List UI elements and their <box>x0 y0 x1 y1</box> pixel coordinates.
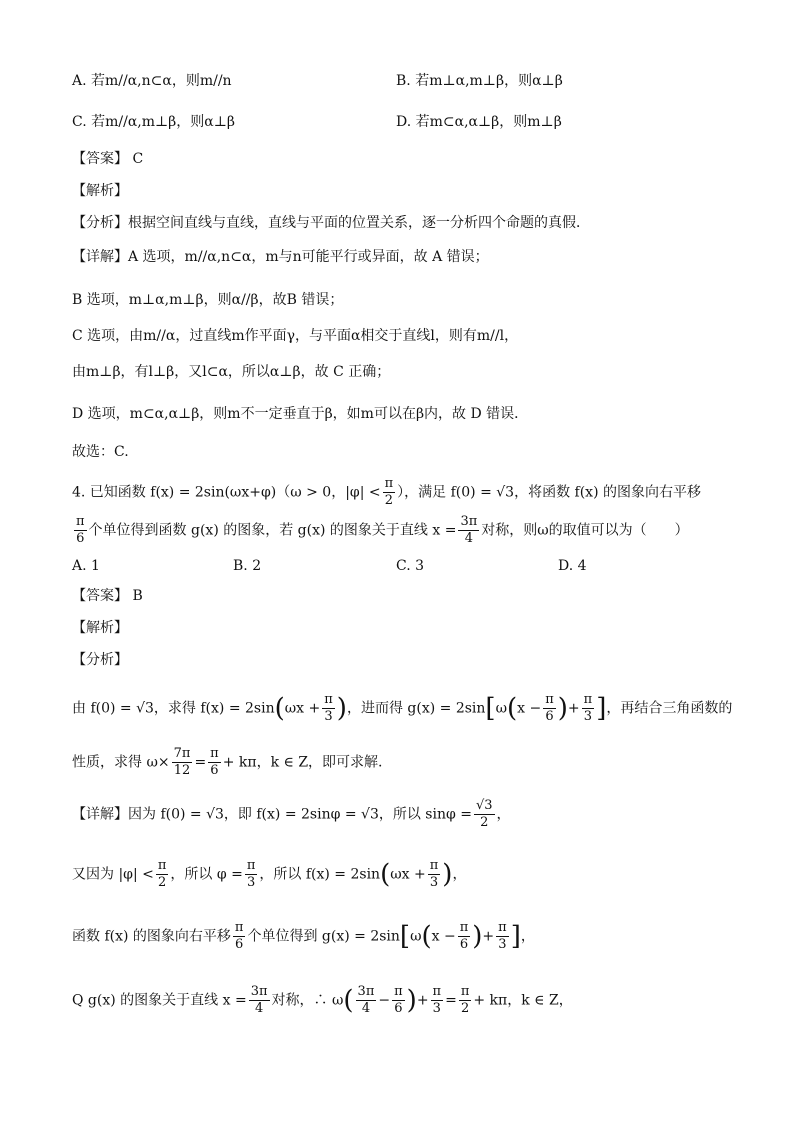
fraction-num: π <box>324 692 333 707</box>
choice-line: 故选：C. <box>72 444 129 460</box>
q4-detail-line4 <box>72 984 573 1017</box>
fraction-num: π <box>76 514 85 529</box>
text: ，所以 f(x) = 2sin <box>259 866 381 883</box>
text: 由 f(0) = √3，求得 f(x) = 2sin <box>72 700 275 717</box>
text: + <box>567 700 580 717</box>
q4-option-b: B. 2 <box>233 558 262 574</box>
fraction-num: 3π <box>460 514 478 529</box>
q4-option-d: D. 4 <box>558 558 587 574</box>
fraction-den: 3 <box>498 937 507 952</box>
fraction-num: π <box>583 692 593 707</box>
fraction-num: 3π <box>357 984 375 999</box>
detail-c1: C 选项，由m//α，过直线m作平面γ，与平面α相交于直线l，则有m//l， <box>72 328 519 344</box>
text: ， <box>520 928 535 945</box>
fraction-den: 2 <box>384 493 394 508</box>
text: + kπ，k ∈ Z， <box>473 992 573 1009</box>
fraction-den: 3 <box>432 1001 441 1016</box>
fraction <box>356 984 377 1017</box>
fraction-num: π <box>394 984 403 999</box>
fraction-den: 6 <box>76 531 85 546</box>
text: 【详解】因为 f(0) = √3，即 f(x) = 2sinφ = √3，所以 sinφ = <box>72 806 472 823</box>
text: ， <box>496 806 511 823</box>
left-paren: ( <box>421 921 432 952</box>
text: + kπ，k ∈ Z，即可求解. <box>222 754 383 771</box>
fraction <box>496 920 509 953</box>
text: = <box>194 754 207 771</box>
fraction-den: 4 <box>361 1001 371 1016</box>
option-d: D. 若m⊂α,α⊥β，则m⊥β <box>396 114 562 130</box>
fraction <box>428 858 441 891</box>
fraction-num: 7π <box>173 746 191 761</box>
fraction-den: 4 <box>464 531 473 546</box>
right-bracket: ] <box>510 921 521 952</box>
text: ωx + <box>390 866 426 883</box>
fraction-num: π <box>429 858 439 873</box>
text: 性质，求得 ω× <box>72 754 170 771</box>
fraction-num: π <box>498 920 507 935</box>
fraction <box>249 984 270 1017</box>
text: ，再结合三角函数的 <box>606 700 733 717</box>
fraction-num: π <box>234 920 244 935</box>
right-paren: ) <box>557 693 568 724</box>
fraction-den: 2 <box>460 1001 470 1016</box>
answer-value: C <box>132 151 144 167</box>
left-paren: ( <box>506 693 518 724</box>
answer-label: 【答案】 <box>72 588 128 604</box>
q4-detail-line1 <box>72 798 511 831</box>
fraction <box>208 746 221 779</box>
fraction-den: 6 <box>545 709 554 724</box>
q4-fenxi-line1 <box>72 692 732 725</box>
fraction-den: 3 <box>583 709 593 724</box>
text: 个单位得到 g(x) = 2sin <box>247 928 400 945</box>
fraction-den: 6 <box>394 1001 403 1016</box>
q4-stem-text: ），满足 f(0) = √3，将函数 f(x) 的图象向右平移 <box>397 484 701 501</box>
text: ω <box>410 928 422 945</box>
text: 又因为 |φ| < <box>72 866 154 883</box>
q4-stem-line2 <box>72 514 689 547</box>
q4-detail-line2 <box>72 858 466 891</box>
text: 对称，∴ ω <box>271 992 344 1009</box>
right-paren: ) <box>472 921 483 952</box>
option-c: C. 若m//α,m⊥β，则α⊥β <box>72 114 235 130</box>
q4-analysis-label: 【解析】 <box>72 620 128 636</box>
right-paren: ) <box>442 859 453 890</box>
option-a: A. 若m//α,n⊂α，则m//n <box>72 73 232 89</box>
q4-detail-line3 <box>72 920 535 953</box>
fraction <box>156 858 169 891</box>
text: x − <box>517 700 542 717</box>
q4-fenxi-label: 【分析】 <box>72 652 128 668</box>
fraction <box>543 692 556 725</box>
fraction-den: 6 <box>459 937 469 952</box>
q4-fenxi-line2 <box>72 746 383 779</box>
left-paren: ( <box>343 985 354 1016</box>
detail-b: B 选项，m⊥α,m⊥β，则α//β，故B 错误； <box>72 292 344 308</box>
fraction <box>458 920 471 953</box>
fraction <box>172 746 193 779</box>
detail-d: D 选项，m⊂α,α⊥β，则m不一定垂直于β，如m可以在β内，故 D 错误． <box>72 406 529 422</box>
fraction-den: 2 <box>158 875 167 890</box>
text: ，所以 φ = <box>170 866 243 883</box>
fraction-num: π <box>384 476 394 491</box>
fraction <box>383 476 396 509</box>
fraction-num: √3 <box>475 798 493 813</box>
fraction <box>458 514 479 547</box>
text: = <box>445 992 457 1009</box>
fraction-den: 2 <box>480 815 489 830</box>
text: − <box>378 992 391 1009</box>
text: ωx + <box>284 700 321 717</box>
fraction <box>474 798 495 831</box>
q4-stem-line1 <box>72 476 701 509</box>
fraction-num: π <box>460 984 470 999</box>
text: ω <box>495 700 507 717</box>
analysis-label: 【解析】 <box>72 183 128 199</box>
detail-c2: 由m⊥β，有l⊥β，又l⊂α，所以α⊥β，故 C 正确； <box>72 364 391 380</box>
fraction-num: π <box>432 984 442 999</box>
q4-answer-line <box>72 586 143 606</box>
fraction-num: π <box>545 692 554 707</box>
fraction-num: π <box>157 858 167 873</box>
fraction-den: 6 <box>235 937 244 952</box>
fraction <box>459 984 472 1017</box>
fraction-num: π <box>246 858 256 873</box>
right-paren: ) <box>336 693 347 724</box>
fraction-den: 12 <box>173 763 191 778</box>
q4-stem-text: 4. 已知函数 f(x) = 2sin(ωx+φ)（ω > 0，|φ| < <box>72 484 381 501</box>
fraction <box>392 984 405 1017</box>
left-paren: ( <box>380 859 391 890</box>
fraction <box>233 920 246 953</box>
fraction-den: 4 <box>254 1001 264 1016</box>
fraction <box>582 692 595 725</box>
fraction <box>322 692 335 725</box>
fraction-num: π <box>210 746 219 761</box>
fraction-num: π <box>459 920 469 935</box>
fraction-den: 3 <box>324 709 333 724</box>
right-paren: ) <box>406 985 417 1016</box>
text: ， <box>452 866 467 883</box>
fraction-den: 3 <box>246 875 256 890</box>
q4-option-a: A. 1 <box>72 558 100 574</box>
answer-label: 【答案】 <box>72 151 128 167</box>
text: ，进而得 g(x) = 2sin <box>346 700 486 717</box>
text: x − <box>431 928 456 945</box>
left-paren: ( <box>274 693 285 724</box>
q4-stem-text: 个单位得到函数 g(x) 的图象，若 g(x) 的图象关于直线 x = <box>88 522 457 539</box>
answer-line <box>72 149 143 169</box>
fraction <box>74 514 87 547</box>
text: 函数 f(x) 的图象向右平移 <box>72 928 231 945</box>
right-bracket: ] <box>596 693 607 724</box>
text: Q g(x) 的图象关于直线 x = <box>72 992 247 1009</box>
answer-value: B <box>132 588 143 604</box>
fraction-num: 3π <box>250 984 268 999</box>
fraction-den: 3 <box>429 875 439 890</box>
text: + <box>416 992 429 1009</box>
left-bracket: [ <box>485 693 496 724</box>
fraction <box>431 984 444 1017</box>
option-b: B. 若m⊥α,m⊥β，则α⊥β <box>396 73 563 89</box>
analysis-fenxi: 【分析】根据空间直线与直线，直线与平面的位置关系，逐一分析四个命题的真假． <box>72 215 590 231</box>
q4-stem-text: 对称，则ω的取值可以为（ ） <box>481 522 689 539</box>
text: + <box>482 928 495 945</box>
fraction-den: 6 <box>210 763 219 778</box>
left-bracket: [ <box>399 921 411 952</box>
detail-a: 【详解】A 选项，m//α,n⊂α，m与n可能平行或异面，故 A 错误； <box>72 249 489 265</box>
fraction <box>245 858 258 891</box>
q4-option-c: C. 3 <box>396 558 425 574</box>
